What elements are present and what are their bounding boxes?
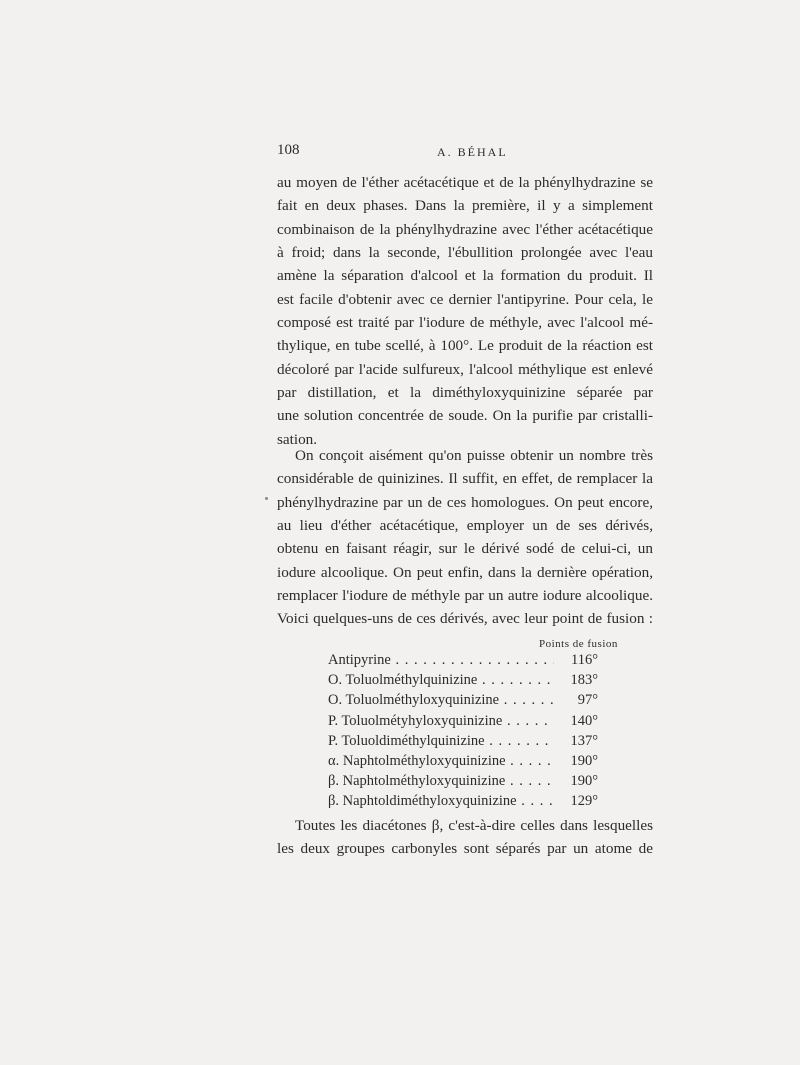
text-line: au lieu d'éther acétacétique, employer un de ses dérivés, [277, 517, 653, 535]
text-line: décoloré par l'acide sulfureux, l'alcool méthylique est enlevé [277, 360, 653, 378]
text-line: considérable de quinizines. Il suffit, en effet, de remplacer la [277, 470, 653, 488]
table-row [328, 731, 598, 751]
text-line: On conçoit aisément qu'on puisse obtenir un nombre très [295, 447, 653, 464]
text-line: phénylhydrazine par un de ces homologues. On peut encore, [277, 493, 653, 511]
table-row [328, 771, 598, 791]
text-line: Voici quelques-uns de ces dérivés, avec leur point de fusion : [277, 610, 653, 628]
table-row [328, 751, 598, 771]
fusion-point: 97° [577, 692, 598, 709]
running-head: A. BÉHAL [437, 145, 508, 159]
table-row [328, 670, 598, 690]
compound-name: O. Toluolméthylquinizine . . . [328, 670, 554, 690]
compound-name: β. Naphtolméthyloxyquinizine . . . [328, 771, 554, 791]
text-line: Toutes les diacétones β, c'est-à-dire celles dans lesquelles [295, 817, 653, 834]
text-line: à froid; dans la seconde, l'ébullition prolongée avec l'eau [277, 244, 653, 262]
fusion-point: 137° [570, 732, 598, 749]
text-line: au moyen de l'éther acétacétique et de la phénylhydrazine se [277, 174, 653, 191]
fusion-point: 190° [570, 752, 598, 769]
text-line: iodure alcoolique. On peut enfin, dans la dernière opération, [277, 563, 653, 581]
ink-speck [265, 497, 268, 500]
text-line: combinaison de la phénylhydrazine avec l'éther acétacétique [277, 220, 653, 238]
paragraph-2 [277, 444, 653, 631]
compound-name: P. Toluoldiméthylquinizine . . . [328, 731, 554, 751]
fusion-point-table [328, 650, 598, 812]
table-column-header: Points de fusion [539, 638, 618, 650]
page-number: 108 [277, 142, 300, 158]
text-line: thylique, en tube scellé, à 100°. Le produit de la réaction est [277, 337, 653, 355]
table-row [328, 711, 598, 731]
compound-name: P. Toluolmétyhyloxyquinizine . . . [328, 711, 554, 731]
text-line: est facile d'obtenir avec ce dernier l'antipyrine. Pour cela, le [277, 290, 653, 308]
table-row [328, 650, 598, 670]
table-row [328, 690, 598, 710]
page-header [277, 140, 653, 164]
fusion-point: 183° [570, 672, 598, 689]
text-line: par distillation, et la diméthyloxyquinizine séparée par [277, 384, 653, 402]
fusion-point: 129° [570, 793, 598, 810]
text-line: amène la séparation d'alcool et la formation du produit. Il [277, 267, 653, 285]
text-line: sation. [277, 430, 318, 448]
compound-name: α. Naphtolméthyloxyquinizine . . . [328, 751, 554, 771]
table-row [328, 791, 598, 811]
text-line: remplacer l'iodure de méthyle par un autre iodure alcoolique. [277, 587, 653, 605]
text-line: les deux groupes carbonyles sont séparés par un atome de [277, 840, 653, 858]
compound-name: O. Toluolméthyloxyquinizine . . . [328, 690, 554, 710]
text-line: une solution concentrée de soude. On la purifie par cristalli- [277, 407, 653, 425]
paragraph-1 [277, 171, 653, 451]
fusion-point: 190° [570, 773, 598, 790]
text-line: fait en deux phases. Dans la première, il y a simplement [277, 197, 653, 215]
text-line: composé est traité par l'iodure de méthyle, avec l'alcool mé- [277, 314, 653, 332]
text-line: obtenu en faisant réagir, sur le dérivé sodé de celui-ci, un [277, 540, 653, 558]
fusion-point: 140° [570, 712, 598, 729]
fusion-point: 116° [570, 652, 598, 668]
compound-name: β. Naphtoldiméthyloxyquinizine . . . [328, 791, 554, 811]
paragraph-3 [277, 814, 653, 861]
compound-name: Antipyrine . . . [328, 650, 554, 670]
